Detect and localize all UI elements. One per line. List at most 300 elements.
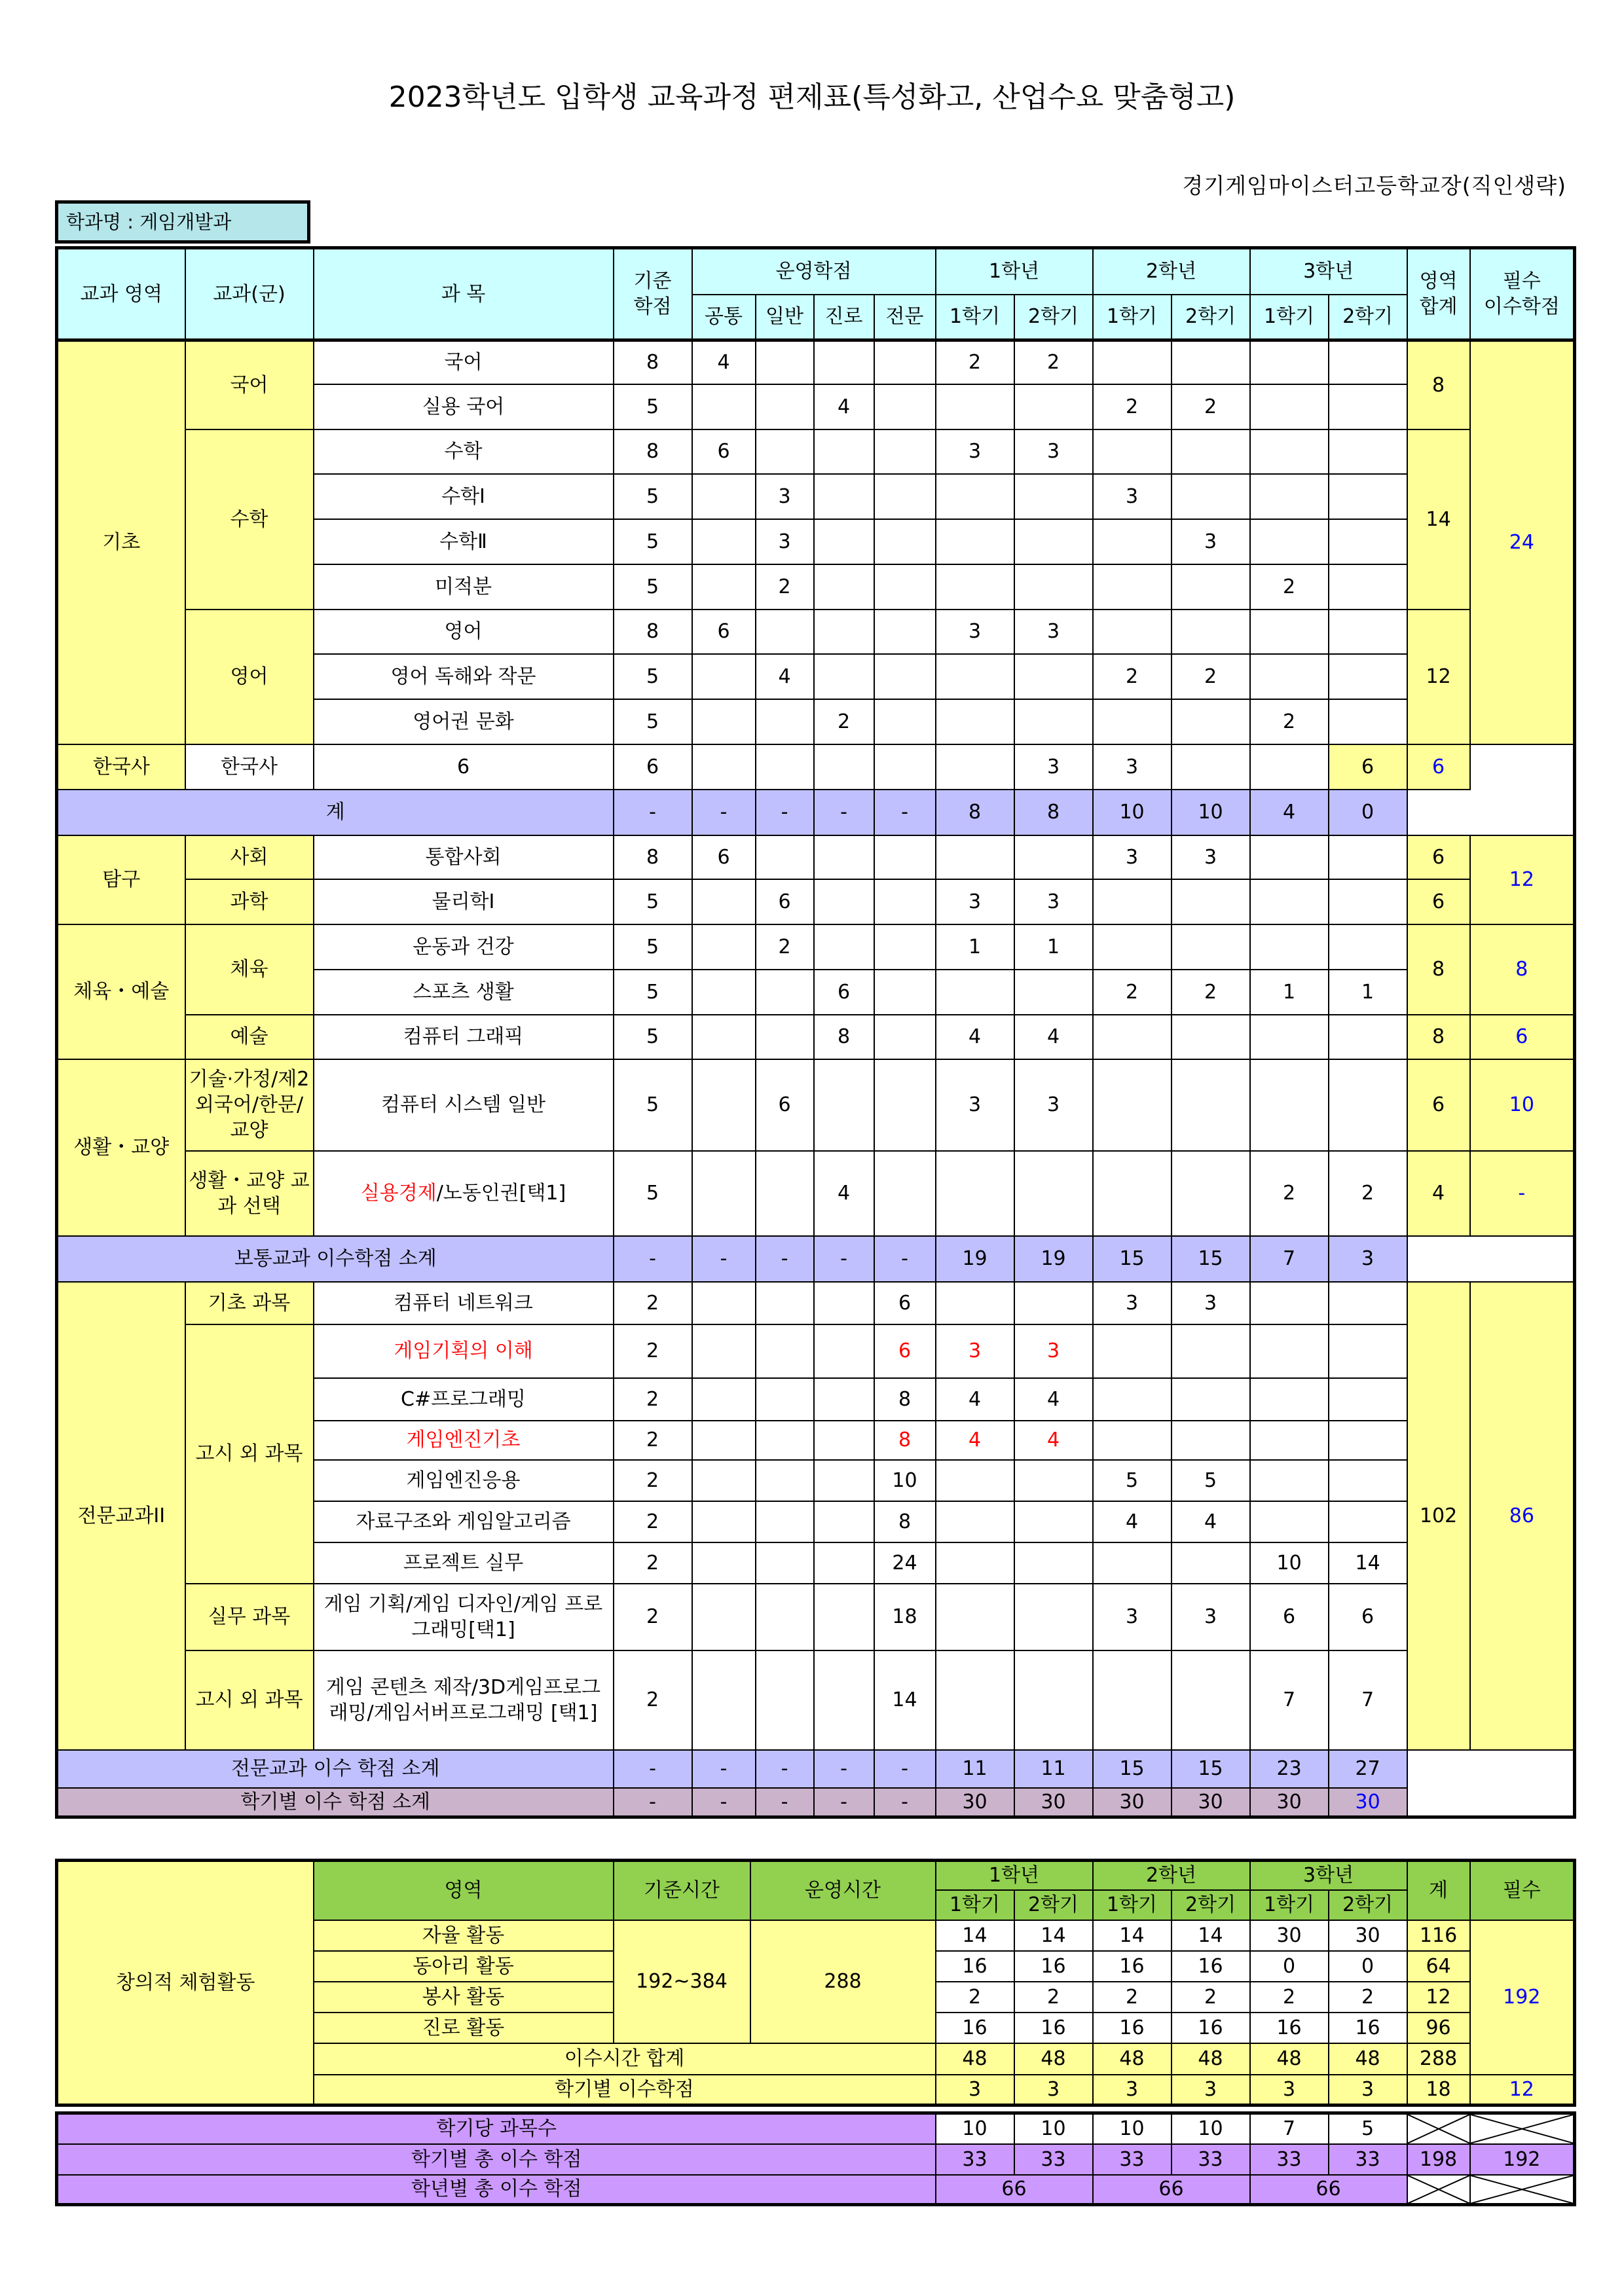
semester-cell: 30 xyxy=(1093,1788,1172,1817)
semester-cell xyxy=(1014,1151,1093,1236)
semester-cell xyxy=(1250,1460,1329,1501)
op-credit-cell xyxy=(874,1015,936,1059)
activity-table xyxy=(55,1859,1576,2107)
semester-cell xyxy=(1172,564,1250,610)
table-row xyxy=(57,744,1575,790)
base-credit-cell: 5 xyxy=(614,1015,692,1059)
semester-cell xyxy=(1014,564,1093,610)
semester-cell xyxy=(1172,1421,1250,1460)
op-credit-cell xyxy=(692,519,756,564)
semester-cell xyxy=(1250,384,1329,429)
op-credit-cell: 4 xyxy=(814,1151,874,1236)
header-base-credit: 기준 학점 xyxy=(614,248,692,340)
semester-cell: 33 xyxy=(1329,2144,1407,2175)
table-row xyxy=(57,1861,1575,1890)
semester-cell xyxy=(1329,924,1407,970)
semester-cell: 4 xyxy=(1250,790,1329,835)
header-group: 교과(군) xyxy=(185,248,314,340)
semester-cell: 23 xyxy=(1250,1750,1329,1788)
semester-cell xyxy=(1093,1151,1172,1236)
op-credit-cell: 4 xyxy=(692,340,756,384)
table-row xyxy=(57,248,1575,295)
sum-cell: 288 xyxy=(1407,2043,1470,2075)
subject-cell: 게임엔진기초 xyxy=(314,1421,614,1460)
op-credit-cell xyxy=(874,564,936,610)
header-required: 필수 xyxy=(1470,1861,1575,1920)
semester-cell xyxy=(1093,610,1172,654)
op-credit-cell xyxy=(814,1460,874,1501)
op-credit-cell xyxy=(756,744,814,790)
group-cell: 기초 과목 xyxy=(185,1282,314,1324)
required-credit-cell: 6 xyxy=(1470,1015,1575,1059)
op-credit-cell xyxy=(874,835,936,879)
crossed-cell xyxy=(1407,2175,1470,2205)
op-credit-cell xyxy=(874,654,936,699)
semester-cell: 3 xyxy=(1172,1282,1250,1324)
semester-cell xyxy=(1329,610,1407,654)
base-credit-cell: 5 xyxy=(614,1059,692,1151)
subject-cell: 영어권 문화 xyxy=(314,699,614,744)
semester-cell: 48 xyxy=(1093,2043,1172,2075)
group-cell: 기술·가정/제2외국어/한문/교양 xyxy=(185,1059,314,1151)
op-credit-cell: 6 xyxy=(874,1282,936,1324)
op-credit-cell xyxy=(756,340,814,384)
crossed-cell xyxy=(1470,2113,1575,2144)
header-op-col: 공통 xyxy=(692,295,756,340)
header-sum: 계 xyxy=(1407,1861,1470,1920)
semester-cell: 16 xyxy=(1093,1951,1172,1982)
header-area: 영역 xyxy=(314,1861,614,1920)
semester-cell xyxy=(1329,384,1407,429)
table-row xyxy=(57,610,1575,654)
base-credit-cell: - xyxy=(614,1236,692,1282)
semester-cell: 4 xyxy=(936,1421,1014,1460)
op-credit-cell: 8 xyxy=(874,1421,936,1460)
semester-cell xyxy=(1250,474,1329,519)
credits-label: 학기별 이수학점 xyxy=(314,2075,936,2105)
semester-cell: 10 xyxy=(1093,790,1172,835)
op-credit-cell xyxy=(814,429,874,474)
summary-table xyxy=(55,2111,1576,2206)
table-row xyxy=(57,2175,1575,2205)
semester-cell: 3 xyxy=(1329,1236,1407,1282)
crossed-cell xyxy=(1407,2113,1470,2144)
op-credit-cell xyxy=(756,970,814,1015)
op-credit-cell: 24 xyxy=(874,1542,936,1584)
semester-cell: 15 xyxy=(1172,1750,1250,1788)
op-credit-cell xyxy=(756,1460,814,1501)
op-credit-cell xyxy=(756,1501,814,1542)
semester-cell: 2 xyxy=(1093,970,1172,1015)
semester-cell: 5 xyxy=(1093,1460,1172,1501)
subject-cell: 프로젝트 실무 xyxy=(314,1542,614,1584)
semester-cell: 3 xyxy=(936,429,1014,474)
header-semester: 1학기 xyxy=(1093,1890,1172,1920)
semester-cell: 30 xyxy=(936,1788,1014,1817)
semester-cell: 8 xyxy=(936,790,1014,835)
semester-cell xyxy=(1014,1501,1093,1542)
semester-cell xyxy=(1172,879,1250,924)
op-hours-cell: 288 xyxy=(750,1920,936,2043)
subject-cell: 영어 독해와 작문 xyxy=(314,654,614,699)
op-credit-cell: 6 xyxy=(614,744,692,790)
semester-cell xyxy=(1329,654,1407,699)
semester-cell xyxy=(936,1151,1014,1236)
op-credit-cell xyxy=(874,879,936,924)
activity-name: 봉사 활동 xyxy=(314,1982,614,2013)
subject-cell: 게임엔진응용 xyxy=(314,1460,614,1501)
semester-cell: 2 xyxy=(1014,340,1093,384)
semester-cell xyxy=(936,699,1014,744)
op-credit-cell xyxy=(692,1460,756,1501)
semester-cell: 2 xyxy=(936,1982,1014,2013)
semester-cell: 4 xyxy=(1014,1421,1093,1460)
semester-cell xyxy=(1014,1650,1093,1750)
semester-cell xyxy=(936,970,1014,1015)
table-row xyxy=(57,790,1575,835)
op-credit-cell xyxy=(692,1378,756,1421)
semester-cell xyxy=(1329,879,1407,924)
op-credit-cell xyxy=(814,835,874,879)
op-credit-cell xyxy=(814,610,874,654)
base-credit-cell: 8 xyxy=(614,610,692,654)
subject-cell: 컴퓨터 네트워크 xyxy=(314,1282,614,1324)
required-credit-cell: 10 xyxy=(1470,1059,1575,1151)
op-credit-cell: 6 xyxy=(756,879,814,924)
semester-cell: 16 xyxy=(936,1951,1014,1982)
op-credit-cell xyxy=(756,1378,814,1421)
activity-name: 동아리 활동 xyxy=(314,1951,614,1982)
semester-cell: 1 xyxy=(1014,924,1093,970)
semester-cell: 48 xyxy=(1014,2043,1093,2075)
semester-cell: 30 xyxy=(1250,1920,1329,1951)
area-total-cell: 12 xyxy=(1407,610,1470,744)
op-credit-cell xyxy=(692,1059,756,1151)
crossed-cell-icon xyxy=(1471,2115,1574,2143)
base-credit-cell: 6 xyxy=(314,744,614,790)
semester-cell: 33 xyxy=(1014,2144,1093,2175)
area-total-cell: 4 xyxy=(1407,1151,1470,1236)
semester-cell: 33 xyxy=(936,2144,1014,2175)
semester-cell: 0 xyxy=(1329,790,1407,835)
semester-cell xyxy=(1014,1282,1093,1324)
semester-cell: 14 xyxy=(936,1920,1014,1951)
op-credit-cell xyxy=(874,340,936,384)
semester-cell: 0 xyxy=(1329,1951,1407,1982)
semester-cell: 16 xyxy=(1172,2013,1250,2043)
header-op-hours: 운영시간 xyxy=(750,1861,936,1920)
base-credit-cell: 5 xyxy=(614,564,692,610)
semester-cell: 33 xyxy=(1172,2144,1250,2175)
semester-cell: 1 xyxy=(936,924,1014,970)
semester-cell: 27 xyxy=(1329,1750,1407,1788)
op-credit-cell xyxy=(692,699,756,744)
semester-cell: 10 xyxy=(1250,1542,1329,1584)
op-credit-cell: 2 xyxy=(756,924,814,970)
base-credit-cell: 5 xyxy=(614,924,692,970)
semester-cell xyxy=(936,1501,1014,1542)
op-credit-cell: - xyxy=(874,790,936,835)
op-credit-cell xyxy=(692,474,756,519)
semester-cell xyxy=(1329,1501,1407,1542)
summary-label: 학년별 총 이수 학점 xyxy=(57,2175,936,2205)
group-cell: 체육 xyxy=(185,924,314,1015)
semester-cell xyxy=(1093,1650,1172,1750)
activity-name: 자율 활동 xyxy=(314,1920,614,1951)
semester-cell xyxy=(936,564,1014,610)
base-credit-cell: 2 xyxy=(614,1378,692,1421)
op-credit-cell xyxy=(814,340,874,384)
group-cell: 예술 xyxy=(185,1015,314,1059)
semester-cell: 3 xyxy=(1093,1282,1172,1324)
semester-cell: 16 xyxy=(936,2013,1014,2043)
semester-cell: 3 xyxy=(1093,2075,1172,2105)
header-semester: 2학기 xyxy=(1172,295,1250,340)
semester-cell xyxy=(1172,744,1250,790)
semester-cell xyxy=(1329,835,1407,879)
header-year: 1학년 xyxy=(936,1861,1093,1890)
subtotal-label: 계 xyxy=(57,790,614,835)
area-cell: 기초 xyxy=(57,340,185,744)
base-credit-cell: 5 xyxy=(614,699,692,744)
semester-cell: 48 xyxy=(1172,2043,1250,2075)
sum-cell: 198 xyxy=(1407,2144,1470,2175)
op-credit-cell xyxy=(756,1584,814,1650)
op-credit-cell xyxy=(874,699,936,744)
header-semester: 1학기 xyxy=(1250,295,1329,340)
semester-cell: 16 xyxy=(1093,2013,1172,2043)
semester-cell: 3 xyxy=(1014,2075,1093,2105)
group-cell: 한국사 xyxy=(57,744,185,790)
op-credit-cell: - xyxy=(814,1750,874,1788)
activity-name: 진로 활동 xyxy=(314,2013,614,2043)
hours-total-label: 이수시간 합계 xyxy=(314,2043,936,2075)
area-total-cell: 8 xyxy=(1407,340,1470,429)
semester-cell: 10 xyxy=(1093,2113,1172,2144)
header-area-total: 영역 합계 xyxy=(1407,248,1470,340)
semester-cell: 3 xyxy=(1014,879,1093,924)
op-credit-cell xyxy=(692,744,756,790)
semester-cell: 2 xyxy=(936,340,1014,384)
semester-cell: 16 xyxy=(1014,2013,1093,2043)
op-credit-cell xyxy=(692,924,756,970)
semester-cell xyxy=(1014,835,1093,879)
op-credit-cell xyxy=(814,1542,874,1584)
crossed-cell xyxy=(1470,2175,1575,2205)
semester-cell xyxy=(1329,1324,1407,1378)
page-title: 2023학년도 입학생 교육과정 편제표(특성화고, 산업수요 맞춤형고) xyxy=(388,81,1236,114)
semester-cell xyxy=(1250,1421,1329,1460)
semester-cell xyxy=(1014,699,1093,744)
year-total-cell: 66 xyxy=(1250,2175,1407,2205)
op-credit-cell xyxy=(692,1282,756,1324)
semester-cell xyxy=(936,1542,1014,1584)
subject-cell: 게임 기획/게임 디자인/게임 프로그래밍[택1] xyxy=(314,1584,614,1650)
semester-cell: 2 xyxy=(1250,1982,1329,2013)
sum-cell: 12 xyxy=(1407,1982,1470,2013)
op-credit-cell: - xyxy=(756,790,814,835)
semester-cell xyxy=(1093,1324,1172,1378)
semester-cell xyxy=(1014,474,1093,519)
base-credit-cell: 8 xyxy=(614,340,692,384)
required-credit-cell: 86 xyxy=(1470,1282,1575,1750)
op-credit-cell: - xyxy=(874,1788,936,1817)
semester-cell xyxy=(1329,1421,1407,1460)
semester-cell: 1 xyxy=(1329,970,1407,1015)
subject-cell: 자료구조와 게임알고리즘 xyxy=(314,1501,614,1542)
header-year-3: 3학년 xyxy=(1250,248,1407,295)
semester-cell xyxy=(936,835,1014,879)
base-credit-cell: - xyxy=(614,1788,692,1817)
op-credit-cell xyxy=(814,1501,874,1542)
semester-cell: 5 xyxy=(1172,1460,1250,1501)
semester-cell xyxy=(936,1650,1014,1750)
header-op-col: 전문 xyxy=(874,295,936,340)
group-cell: 수학 xyxy=(185,429,314,610)
op-credit-cell: - xyxy=(814,1236,874,1282)
op-credit-cell xyxy=(814,1584,874,1650)
semester-cell xyxy=(1250,519,1329,564)
semester-cell: 48 xyxy=(936,2043,1014,2075)
op-credit-cell: 3 xyxy=(756,474,814,519)
op-credit-cell xyxy=(756,429,814,474)
base-credit-cell: - xyxy=(614,790,692,835)
subject-cell: 물리학Ⅰ xyxy=(314,879,614,924)
op-credit-cell xyxy=(814,1378,874,1421)
table-row xyxy=(57,1282,1575,1324)
semester-cell: 3 xyxy=(1250,2075,1329,2105)
semester-cell: 33 xyxy=(1093,2144,1172,2175)
semester-cell: 3 xyxy=(936,1059,1014,1151)
subject-cell: 수학 xyxy=(314,429,614,474)
semester-cell: 3 xyxy=(1014,744,1093,790)
op-credit-cell xyxy=(814,654,874,699)
group-cell: 고시 외 과목 xyxy=(185,1650,314,1750)
semester-cell: 16 xyxy=(1329,2013,1407,2043)
semester-cell: 11 xyxy=(1014,1750,1093,1788)
semester-cell: 2 xyxy=(1329,1982,1407,2013)
semester-cell: 2 xyxy=(1250,1151,1329,1236)
semester-cell: 14 xyxy=(1172,1920,1250,1951)
area-total-cell: 8 xyxy=(1407,1015,1470,1059)
op-credit-cell xyxy=(692,1584,756,1650)
op-credit-cell: - xyxy=(874,1750,936,1788)
semester-cell xyxy=(1329,1282,1407,1324)
subject-cell: 컴퓨터 시스템 일반 xyxy=(314,1059,614,1151)
header-area: 교과 영역 xyxy=(57,248,185,340)
header-semester: 1학기 xyxy=(936,295,1014,340)
op-credit-cell xyxy=(692,879,756,924)
header-year-1: 1학년 xyxy=(936,248,1093,295)
semester-cell xyxy=(1172,1542,1250,1584)
op-credit-cell xyxy=(692,384,756,429)
op-credit-cell: 6 xyxy=(692,835,756,879)
op-credit-cell xyxy=(756,699,814,744)
op-credit-cell xyxy=(692,970,756,1015)
op-credit-cell xyxy=(756,1650,814,1750)
department-label: 학과명 : 게임개발과 xyxy=(55,200,310,244)
semester-cell xyxy=(1250,429,1329,474)
header-semester: 2학기 xyxy=(1172,1890,1250,1920)
header-semester: 1학기 xyxy=(1250,1890,1329,1920)
table-row xyxy=(57,1750,1575,1788)
table-row xyxy=(57,1059,1575,1151)
op-credit-cell: - xyxy=(692,1750,756,1788)
semester-cell: 7 xyxy=(1250,1650,1329,1750)
semester-cell xyxy=(1329,519,1407,564)
group-cell: 국어 xyxy=(185,340,314,429)
semester-cell xyxy=(1172,610,1250,654)
required-cell: 12 xyxy=(1470,2075,1575,2105)
op-credit-cell: 8 xyxy=(874,1501,936,1542)
semester-cell xyxy=(1172,1650,1250,1750)
subject-cell: 한국사 xyxy=(185,744,314,790)
op-credit-cell: 2 xyxy=(814,699,874,744)
semester-cell: 6 xyxy=(1250,1584,1329,1650)
op-credit-cell: - xyxy=(692,790,756,835)
semester-cell: 7 xyxy=(1250,1236,1329,1282)
semester-cell xyxy=(1250,879,1329,924)
semester-cell: 4 xyxy=(936,1015,1014,1059)
activity-label: 창의적 체험활동 xyxy=(57,1861,314,2105)
school-name: 경기게임마이스터고등학교장(직인생략) xyxy=(1182,173,1566,198)
op-credit-cell xyxy=(692,1421,756,1460)
op-credit-cell: 10 xyxy=(874,1460,936,1501)
op-credit-cell xyxy=(692,1324,756,1378)
op-credit-cell xyxy=(756,384,814,429)
op-credit-cell xyxy=(756,1282,814,1324)
semester-cell: 16 xyxy=(1250,2013,1329,2043)
semester-cell xyxy=(1014,384,1093,429)
op-credit-cell xyxy=(814,1282,874,1324)
table-row xyxy=(57,1324,1575,1378)
semester-cell: 3 xyxy=(1329,2075,1407,2105)
op-credit-cell xyxy=(814,1059,874,1151)
op-credit-cell: - xyxy=(692,1236,756,1282)
semester-cell: 15 xyxy=(1093,1236,1172,1282)
area-cell: 탐구 xyxy=(57,835,185,924)
semester-cell xyxy=(936,1584,1014,1650)
semester-cell xyxy=(1250,1378,1329,1421)
semester-cell: 4 xyxy=(936,1378,1014,1421)
header-op-col: 일반 xyxy=(756,295,814,340)
area-total-cell: 102 xyxy=(1407,1282,1470,1750)
semester-cell: 14 xyxy=(1014,1920,1093,1951)
base-credit-cell: 2 xyxy=(614,1542,692,1584)
base-credit-cell: 5 xyxy=(614,879,692,924)
base-credit-cell: 5 xyxy=(614,519,692,564)
area-cell: 생활・교양 xyxy=(57,1059,185,1236)
base-credit-cell: 5 xyxy=(614,1151,692,1236)
semester-cell xyxy=(1329,1015,1407,1059)
semester-cell xyxy=(1172,429,1250,474)
op-credit-cell xyxy=(814,1421,874,1460)
semester-cell: 3 xyxy=(1014,1059,1093,1151)
table-row xyxy=(57,1650,1575,1750)
semester-cell xyxy=(1329,1460,1407,1501)
semester-cell: 4 xyxy=(1093,1501,1172,1542)
year-total-cell: 66 xyxy=(936,2175,1093,2205)
sum-cell: 64 xyxy=(1407,1951,1470,1982)
subject-cell: 수학Ⅰ xyxy=(314,474,614,519)
semester-cell: 33 xyxy=(1250,2144,1329,2175)
op-credit-cell: 6 xyxy=(692,610,756,654)
summary-label: 학기별 총 이수 학점 xyxy=(57,2144,936,2175)
subject-cell: 운동과 건강 xyxy=(314,924,614,970)
semester-cell xyxy=(1329,1059,1407,1151)
semester-cell: 30 xyxy=(1329,1920,1407,1951)
semester-cell: 30 xyxy=(1172,1788,1250,1817)
